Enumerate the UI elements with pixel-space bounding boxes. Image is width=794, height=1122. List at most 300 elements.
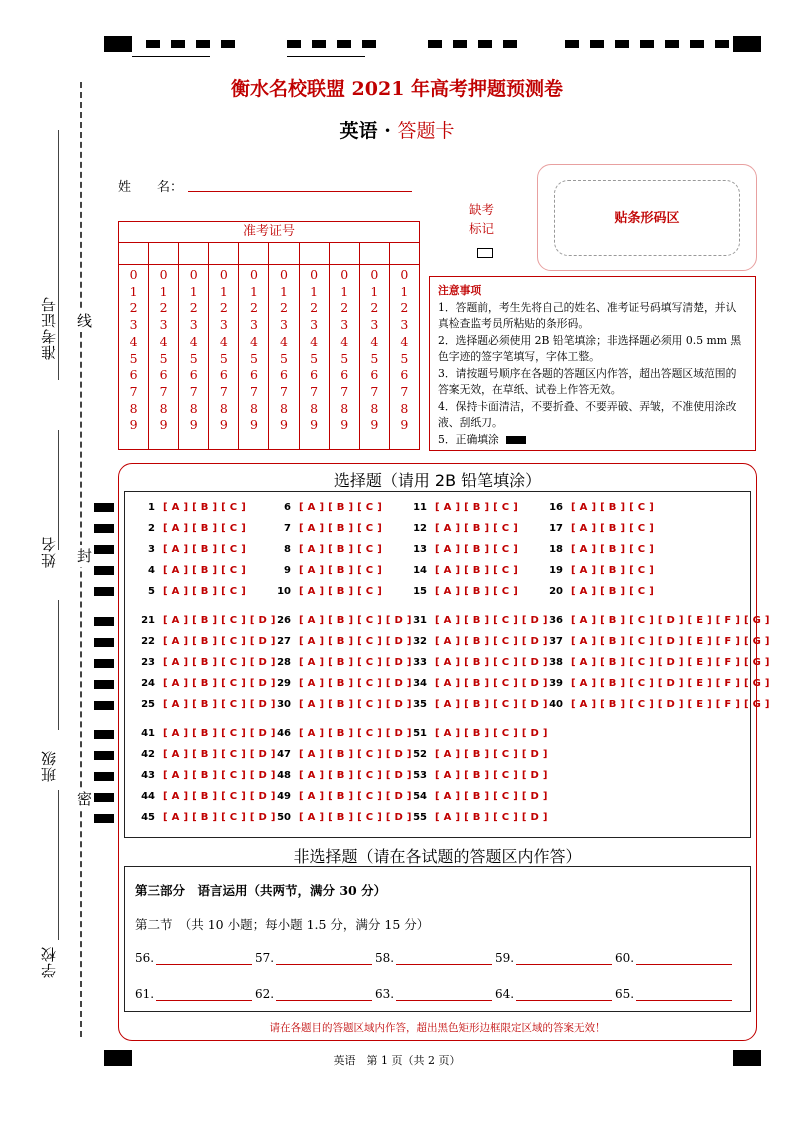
question-number: 7 — [284, 523, 291, 534]
id-digit-bubble[interactable]: 8 — [340, 400, 349, 416]
option-bubbles[interactable]: [ A ] [ B ] [ C ] — [571, 544, 655, 555]
fill-in-blank — [375, 951, 492, 965]
id-digit-bubble[interactable]: 8 — [189, 400, 198, 416]
blank-number: 62. — [255, 987, 275, 1001]
blank-line[interactable] — [636, 952, 732, 965]
note-item: 4．保持卡面清洁，不要折叠、不要弄破、弄皱，不准使用涂改液、刮纸刀。 — [438, 399, 737, 429]
option-bubbles[interactable]: [ A ] [ B ] [ C ] [ D ] — [299, 678, 412, 689]
question-item — [269, 812, 412, 823]
id-digit-bubble[interactable]: 9 — [310, 417, 319, 433]
id-digit-bubble[interactable]: 7 — [310, 383, 319, 399]
id-digit-bubble[interactable]: 1 — [159, 283, 168, 299]
id-digit-bubble[interactable]: 9 — [129, 417, 138, 433]
id-digit-column — [209, 265, 239, 450]
id-digit-column — [269, 265, 299, 450]
option-bubbles[interactable]: [ A ] [ B ] [ C ] [ D ] [ E ] [ F ] [ G ] — [571, 615, 770, 626]
absent-label-line1: 缺考 — [469, 202, 495, 217]
option-bubbles[interactable]: [ A ] [ B ] [ C ] — [163, 502, 247, 513]
blank-line[interactable] — [396, 988, 492, 1001]
timing-mark — [503, 40, 517, 48]
id-digit-bubble[interactable]: 2 — [310, 300, 319, 316]
option-bubbles[interactable]: [ A ] [ B ] [ C ] [ D ] — [435, 678, 548, 689]
question-item — [541, 636, 770, 647]
option-bubbles[interactable]: [ A ] [ B ] [ C ] [ D ] — [163, 791, 276, 802]
option-bubbles[interactable]: [ A ] [ B ] [ C ] [ D ] — [163, 728, 276, 739]
id-digit-bubble[interactable]: 3 — [249, 317, 258, 333]
absent-checkbox[interactable] — [477, 248, 493, 258]
id-digit-bubble[interactable]: 9 — [280, 417, 288, 433]
id-digit-bubble[interactable]: 9 — [340, 417, 349, 433]
id-digit-column — [119, 265, 149, 450]
question-number: 4 — [148, 565, 155, 576]
question-number: 19 — [549, 565, 563, 576]
question-item — [269, 791, 412, 802]
page-number: 英语 第 1 页（共 2 页） — [333, 1054, 461, 1067]
fill-in-blank — [615, 987, 732, 1001]
question-item — [269, 544, 382, 555]
option-bubbles[interactable]: [ A ] [ B ] [ C ] [ D ] — [163, 812, 276, 823]
row-mark — [94, 772, 114, 781]
option-bubbles[interactable]: [ A ] [ B ] [ C ] — [163, 565, 247, 576]
id-digit-bubble[interactable]: 5 — [219, 350, 228, 366]
id-digit-bubble[interactable]: 5 — [249, 350, 258, 366]
id-digit-bubble[interactable]: 4 — [310, 333, 319, 349]
id-digit-bubble[interactable]: 6 — [189, 367, 198, 383]
id-digit-bubble[interactable]: 8 — [280, 400, 288, 416]
area-warning: 请在各题目的答题区域内作答，超出黑色矩形边框限定区域的答案无效！ — [269, 1022, 606, 1034]
id-digit-bubble[interactable]: 7 — [219, 383, 228, 399]
id-digit-columns — [119, 265, 419, 450]
note-item-fill-sample — [438, 432, 747, 449]
id-digit-bubble[interactable]: 0 — [400, 267, 409, 282]
id-digit-bubble[interactable]: 6 — [159, 367, 168, 383]
id-digit-bubble[interactable]: 6 — [400, 367, 409, 383]
option-bubbles[interactable]: [ A ] [ B ] [ C ] [ D ] — [163, 657, 276, 668]
row-mark — [94, 730, 114, 739]
blank-line[interactable] — [636, 988, 732, 1001]
option-bubbles[interactable]: [ A ] [ B ] [ C ] [ D ] — [299, 791, 412, 802]
option-bubbles[interactable]: [ A ] [ B ] [ C ] [ D ] — [163, 615, 276, 626]
id-digit-bubble[interactable]: 3 — [129, 317, 138, 333]
name-input-line[interactable] — [188, 190, 412, 192]
note-item: 1．答题前，考生先将自己的姓名、准考证号码填写清楚，并认真检查监考员所粘贴的条形码。 — [438, 300, 737, 330]
id-write-cell[interactable] — [360, 243, 390, 264]
binding-underline — [58, 790, 59, 940]
timing-mark — [104, 36, 132, 52]
id-digit-bubble[interactable]: 8 — [249, 400, 258, 416]
option-bubbles[interactable]: [ A ] [ B ] [ C ] — [435, 502, 519, 513]
blank-number: 56. — [135, 951, 155, 965]
question-item — [405, 749, 548, 760]
blank-line[interactable] — [516, 952, 612, 965]
id-digit-bubble[interactable]: 3 — [280, 317, 288, 333]
option-bubbles[interactable]: [ A ] [ B ] [ C ] [ D ] [ E ] [ F ] [ G ] — [571, 636, 770, 647]
id-write-cell[interactable] — [390, 243, 419, 264]
id-digit-bubble[interactable]: 8 — [159, 400, 168, 416]
id-digit-bubble[interactable]: 7 — [129, 383, 138, 399]
option-bubbles[interactable]: [ A ] [ B ] [ C ] [ D ] — [163, 678, 276, 689]
timing-mark — [146, 40, 160, 48]
id-digit-bubble[interactable]: 7 — [340, 383, 349, 399]
option-bubbles[interactable]: [ A ] [ B ] [ C ] [ D ] — [435, 812, 548, 823]
option-bubbles[interactable]: [ A ] [ B ] [ C ] [ D ] — [299, 749, 412, 760]
option-bubbles[interactable]: [ A ] [ B ] [ C ] [ D ] — [163, 749, 276, 760]
blank-line[interactable] — [156, 952, 252, 965]
question-number: 13 — [413, 544, 427, 555]
question-item — [133, 657, 276, 668]
id-digit-bubble[interactable]: 1 — [400, 283, 409, 299]
notes-title: 注意事项 — [438, 284, 482, 297]
id-digit-bubble[interactable]: 6 — [280, 367, 288, 383]
side-label-name: 姓名 — [40, 536, 58, 568]
question-number: 10 — [277, 586, 291, 597]
id-digit-bubble[interactable]: 4 — [370, 333, 379, 349]
question-item — [269, 728, 412, 739]
question-item — [133, 791, 276, 802]
question-number: 25 — [141, 699, 155, 710]
id-digit-bubble[interactable]: 0 — [280, 267, 288, 282]
fill-in-blank — [495, 951, 612, 965]
question-number: 24 — [141, 678, 155, 689]
id-digit-bubble[interactable]: 6 — [219, 367, 228, 383]
id-digit-bubble[interactable]: 9 — [400, 417, 409, 433]
option-bubbles[interactable]: [ A ] [ B ] [ C ] [ D ] — [435, 770, 548, 781]
id-digit-bubble[interactable]: 4 — [400, 333, 409, 349]
answer-area — [118, 463, 770, 1041]
id-digit-bubble[interactable]: 3 — [219, 317, 228, 333]
id-digit-bubble[interactable]: 1 — [310, 283, 319, 299]
option-bubbles[interactable]: [ A ] [ B ] [ C ] — [163, 586, 247, 597]
question-number: 5 — [148, 586, 155, 597]
id-digit-bubble[interactable]: 2 — [280, 300, 288, 316]
question-item — [269, 657, 412, 668]
id-digit-bubble[interactable]: 3 — [340, 317, 349, 333]
question-item — [269, 749, 412, 760]
question-number: 36 — [549, 615, 563, 626]
question-number: 2 — [148, 523, 155, 534]
page-title: 衡水名校联盟 2021 年高考押题预测卷 — [230, 78, 564, 100]
option-bubbles[interactable]: [ A ] [ B ] [ C ] [ D ] — [435, 636, 548, 647]
subject-name: 英语 — [339, 120, 378, 142]
id-digit-bubble[interactable]: 2 — [400, 300, 409, 316]
id-digit-bubble[interactable]: 4 — [340, 333, 349, 349]
question-item — [405, 615, 548, 626]
question-number: 40 — [549, 699, 563, 710]
id-digit-bubble[interactable]: 9 — [370, 417, 379, 433]
id-write-cell[interactable] — [330, 243, 360, 264]
id-write-cell[interactable] — [149, 243, 179, 264]
barcode-label: 贴条形码区 — [554, 180, 740, 256]
question-number: 26 — [277, 615, 291, 626]
option-bubbles[interactable]: [ A ] [ B ] [ C ] [ D ] [ E ] [ F ] [ G ] — [571, 657, 770, 668]
option-bubbles[interactable]: [ A ] [ B ] [ C ] — [435, 586, 519, 597]
id-digit-bubble[interactable]: 5 — [310, 350, 319, 366]
fill-in-blank — [615, 951, 732, 965]
id-digit-bubble[interactable]: 8 — [310, 400, 319, 416]
timing-mark — [615, 40, 629, 48]
option-bubbles[interactable]: [ A ] [ B ] [ C ] — [571, 523, 655, 534]
side-label-school: 学校 — [40, 946, 58, 978]
question-item — [405, 657, 548, 668]
id-digit-bubble[interactable]: 9 — [219, 417, 228, 433]
id-digit-bubble[interactable]: 5 — [129, 350, 138, 366]
option-bubbles[interactable]: [ A ] [ B ] [ C ] [ D ] — [299, 770, 412, 781]
id-digit-bubble[interactable]: 4 — [249, 333, 258, 349]
id-digit-bubble[interactable]: 1 — [189, 283, 198, 299]
question-item — [405, 636, 548, 647]
question-item — [541, 678, 770, 689]
id-digit-column — [360, 265, 390, 450]
option-bubbles[interactable]: [ A ] [ B ] [ C ] — [299, 586, 383, 597]
blank-line[interactable] — [276, 952, 372, 965]
row-mark — [94, 814, 114, 823]
timing-mark — [715, 40, 729, 48]
blank-number: 61. — [135, 987, 155, 1001]
id-digit-bubble[interactable]: 1 — [340, 283, 349, 299]
id-digit-bubble[interactable]: 0 — [370, 267, 379, 282]
id-digit-bubble[interactable]: 3 — [400, 317, 409, 333]
question-item — [541, 565, 654, 576]
question-item — [405, 565, 518, 576]
question-item — [133, 523, 246, 534]
id-digit-bubble[interactable]: 9 — [189, 417, 198, 433]
section-title: 第二节 （共 10 小题；每小题 1.5 分，满分 15 分） — [135, 917, 430, 932]
id-digit-bubble[interactable]: 5 — [159, 350, 168, 366]
question-item — [269, 502, 382, 513]
option-bubbles[interactable]: [ A ] [ B ] [ C ] — [299, 502, 383, 513]
option-bubbles[interactable]: [ A ] [ B ] [ C ] — [435, 544, 519, 555]
option-bubbles[interactable]: [ A ] [ B ] [ C ] [ D ] [ E ] [ F ] [ G ] — [571, 678, 770, 689]
timing-mark — [287, 40, 301, 48]
question-number: 12 — [413, 523, 427, 534]
option-bubbles[interactable]: [ A ] [ B ] [ C ] — [435, 565, 519, 576]
id-digit-bubble[interactable]: 6 — [340, 367, 349, 383]
id-digit-bubble[interactable]: 0 — [159, 267, 168, 282]
id-write-cell[interactable] — [179, 243, 209, 264]
id-digit-bubble[interactable]: 7 — [400, 383, 409, 399]
question-item — [133, 565, 246, 576]
id-digit-bubble[interactable]: 8 — [129, 400, 138, 416]
row-mark — [94, 793, 114, 802]
option-bubbles[interactable]: [ A ] [ B ] [ C ] [ D ] — [299, 636, 412, 647]
id-digit-bubble[interactable]: 1 — [249, 283, 258, 299]
option-bubbles[interactable]: [ A ] [ B ] [ C ] — [163, 544, 247, 555]
option-bubbles[interactable]: [ A ] [ B ] [ C ] [ D ] — [435, 791, 548, 802]
option-bubbles[interactable]: [ A ] [ B ] [ C ] [ D ] — [299, 812, 412, 823]
question-number: 46 — [277, 728, 291, 739]
absent-label — [469, 200, 494, 238]
option-bubbles[interactable]: [ A ] [ B ] [ C ] [ D ] — [299, 699, 412, 710]
question-number: 45 — [141, 812, 155, 823]
question-item — [405, 770, 548, 781]
option-bubbles[interactable]: [ A ] [ B ] [ C ] [ D ] — [435, 749, 548, 760]
id-digit-bubble[interactable]: 0 — [340, 267, 349, 282]
timing-mark — [312, 40, 326, 48]
id-digit-bubble[interactable]: 6 — [370, 367, 379, 383]
id-digit-bubble[interactable]: 7 — [370, 383, 379, 399]
question-number: 54 — [413, 791, 427, 802]
blank-line[interactable] — [396, 952, 492, 965]
timing-mark — [640, 40, 654, 48]
timing-mark — [590, 40, 604, 48]
row-mark — [94, 751, 114, 760]
id-digit-bubble[interactable]: 7 — [280, 383, 288, 399]
id-digit-bubble[interactable]: 1 — [129, 283, 138, 299]
id-digit-bubble[interactable]: 1 — [219, 283, 228, 299]
timing-mark — [690, 40, 704, 48]
id-digit-bubble[interactable]: 0 — [189, 267, 198, 282]
id-digit-bubble[interactable]: 8 — [219, 400, 228, 416]
question-number: 18 — [549, 544, 563, 555]
fill-in-blank — [255, 987, 372, 1001]
non-choice-box — [124, 866, 751, 1012]
id-digit-bubble[interactable]: 1 — [370, 283, 379, 299]
timing-mark — [221, 40, 235, 48]
question-number: 34 — [413, 678, 427, 689]
option-bubbles[interactable]: [ A ] [ B ] [ C ] [ D ] — [435, 728, 548, 739]
id-digit-bubble[interactable]: 4 — [129, 333, 138, 349]
id-digit-bubble[interactable]: 5 — [189, 350, 198, 366]
question-item — [405, 791, 548, 802]
id-digit-bubble[interactable]: 6 — [310, 367, 319, 383]
id-digit-bubble[interactable]: 7 — [159, 383, 168, 399]
option-bubbles[interactable]: [ A ] [ B ] [ C ] [ D ] — [435, 615, 548, 626]
note-item: 3．请按题号顺序在各题的答题区内作答，超出答题区域范围的答案无效，在草纸、试卷上作答无效。 — [438, 366, 737, 396]
id-digit-column — [330, 265, 360, 450]
option-bubbles[interactable]: [ A ] [ B ] [ C ] — [571, 565, 655, 576]
id-digit-bubble[interactable]: 2 — [219, 300, 228, 316]
question-number: 30 — [277, 699, 291, 710]
id-write-cell[interactable] — [119, 243, 149, 264]
blank-line[interactable] — [276, 988, 372, 1001]
id-write-cell[interactable] — [269, 243, 299, 264]
question-number: 16 — [549, 502, 563, 513]
option-bubbles[interactable]: [ A ] [ B ] [ C ] [ D ] — [163, 636, 276, 647]
option-bubbles[interactable]: [ A ] [ B ] [ C ] [ D ] — [299, 728, 412, 739]
question-item — [405, 812, 548, 823]
id-digit-bubble[interactable]: 5 — [280, 350, 288, 366]
blank-line[interactable] — [516, 988, 612, 1001]
id-digit-column — [390, 265, 419, 450]
row-mark — [94, 587, 114, 596]
name-label: 姓 名： — [118, 180, 184, 195]
question-item — [541, 523, 654, 534]
timing-mark — [171, 40, 185, 48]
id-digit-bubble[interactable]: 5 — [340, 350, 349, 366]
part-title: 第三部分 语言运用（共两节，满分 30 分） — [135, 883, 387, 898]
id-digit-bubble[interactable]: 0 — [129, 267, 138, 282]
question-number: 42 — [141, 749, 155, 760]
question-item — [133, 770, 276, 781]
question-number: 3 — [148, 544, 155, 555]
id-digit-bubble[interactable]: 6 — [249, 367, 258, 383]
page-subtitle — [0, 116, 794, 143]
id-digit-bubble[interactable]: 5 — [400, 350, 409, 366]
id-digit-bubble[interactable]: 1 — [280, 283, 288, 299]
option-bubbles[interactable]: [ A ] [ B ] [ C ] [ D ] — [435, 699, 548, 710]
option-bubbles[interactable]: [ A ] [ B ] [ C ] [ D ] [ E ] [ F ] [ G ] — [571, 699, 770, 710]
question-item — [269, 636, 412, 647]
option-bubbles[interactable]: [ A ] [ B ] [ C ] — [163, 523, 247, 534]
option-bubbles[interactable]: [ A ] [ B ] [ C ] [ D ] — [163, 699, 276, 710]
id-digit-bubble[interactable]: 2 — [370, 300, 379, 316]
id-digit-bubble[interactable]: 9 — [249, 417, 258, 433]
row-mark — [94, 566, 114, 575]
option-bubbles[interactable]: [ A ] [ B ] [ C ] [ D ] — [163, 770, 276, 781]
option-bubbles[interactable]: [ A ] [ B ] [ C ] — [299, 544, 383, 555]
id-digit-bubble[interactable]: 6 — [129, 367, 138, 383]
binding-underline — [58, 430, 59, 550]
timing-mark — [665, 40, 679, 48]
id-digit-bubble[interactable]: 4 — [219, 333, 228, 349]
blank-line[interactable] — [156, 988, 252, 1001]
id-digit-bubble[interactable]: 5 — [370, 350, 379, 366]
side-label-xian: 线 — [74, 310, 95, 332]
id-write-cell[interactable] — [300, 243, 330, 264]
fill-in-blank — [495, 987, 612, 1001]
card-type: 答题卡 — [397, 120, 455, 142]
underline — [132, 56, 210, 57]
question-item — [133, 728, 276, 739]
id-digit-bubble[interactable]: 4 — [159, 333, 168, 349]
id-digit-bubble[interactable]: 8 — [400, 400, 409, 416]
option-bubbles[interactable]: [ A ] [ B ] [ C ] [ D ] — [299, 615, 412, 626]
id-digit-bubble[interactable]: 3 — [159, 317, 168, 333]
id-digit-bubble[interactable]: 4 — [189, 333, 198, 349]
question-number: 22 — [141, 636, 155, 647]
option-bubbles[interactable]: [ A ] [ B ] [ C ] — [299, 523, 383, 534]
id-write-cell[interactable] — [209, 243, 239, 264]
id-digit-bubble[interactable]: 2 — [129, 300, 138, 316]
fill-in-blank — [375, 987, 492, 1001]
id-write-cell[interactable] — [239, 243, 269, 264]
id-digit-bubble[interactable]: 0 — [249, 267, 258, 282]
question-number: 29 — [277, 678, 291, 689]
option-bubbles[interactable]: [ A ] [ B ] [ C ] [ D ] — [435, 657, 548, 668]
question-number: 51 — [413, 728, 427, 739]
id-digit-bubble[interactable]: 7 — [249, 383, 258, 399]
question-item — [133, 544, 246, 555]
question-number: 28 — [277, 657, 291, 668]
id-digit-bubble[interactable]: 4 — [280, 333, 288, 349]
student-id-table — [118, 221, 420, 450]
id-digit-bubble[interactable]: 2 — [340, 300, 349, 316]
id-digit-bubble[interactable]: 2 — [249, 300, 258, 316]
option-bubbles[interactable]: [ A ] [ B ] [ C ] — [435, 523, 519, 534]
id-digit-column — [179, 265, 209, 450]
id-digit-bubble[interactable]: 0 — [219, 267, 228, 282]
question-number: 1 — [148, 502, 155, 513]
id-digit-bubble[interactable]: 7 — [189, 383, 198, 399]
id-digit-bubble[interactable]: 3 — [370, 317, 379, 333]
id-digit-column — [149, 265, 179, 450]
blank-number: 58. — [375, 951, 395, 965]
question-item — [405, 544, 518, 555]
id-digit-bubble[interactable]: 8 — [370, 400, 379, 416]
id-digit-bubble[interactable]: 0 — [310, 267, 319, 282]
id-digit-bubble[interactable]: 2 — [189, 300, 198, 316]
id-digit-bubble[interactable]: 9 — [159, 417, 168, 433]
question-number: 49 — [277, 791, 291, 802]
id-digit-bubble[interactable]: 2 — [159, 300, 168, 316]
option-bubbles[interactable]: [ A ] [ B ] [ C ] — [571, 586, 655, 597]
option-bubbles[interactable]: [ A ] [ B ] [ C ] — [571, 502, 655, 513]
option-bubbles[interactable]: [ A ] [ B ] [ C ] [ D ] — [299, 657, 412, 668]
id-digit-bubble[interactable]: 3 — [310, 317, 319, 333]
question-number: 14 — [413, 565, 427, 576]
id-digit-bubble[interactable]: 3 — [189, 317, 198, 333]
option-bubbles[interactable]: [ A ] [ B ] [ C ] — [299, 565, 383, 576]
